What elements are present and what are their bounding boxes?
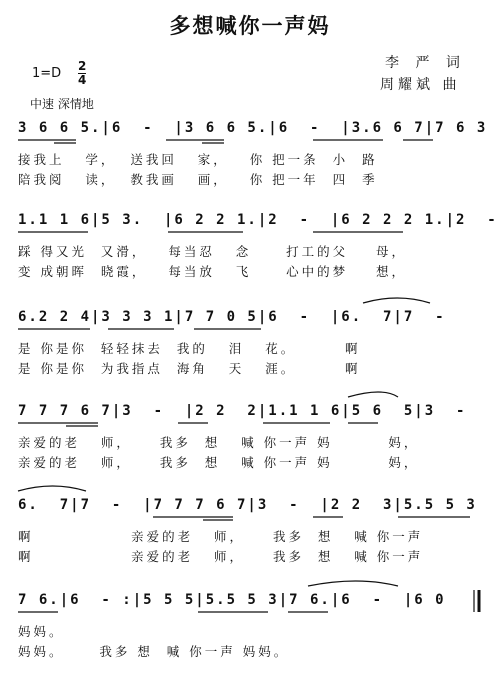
time-signature	[78, 60, 86, 87]
score-system-1	[0, 120, 500, 210]
notation-line: 3 6 6 5.|6 - |3 6 6 5.|6 - |3.6 6 7|7 6 3	[18, 120, 488, 136]
lyricist-credit: 李 严 词	[385, 55, 466, 71]
underline-beams	[18, 212, 498, 236]
time-signature-top: 2	[78, 59, 87, 73]
lyric-verse-2: 啊 亲爱的老 师， 我多 想 喊 你一声	[18, 549, 424, 564]
notation-line: 7 6.|6 - :|5 5 5|5.5 5 3|7 6.|6 - |6 0	[18, 592, 446, 608]
tempo-marking: 中速 深情地	[30, 97, 94, 111]
score-system-5	[0, 497, 500, 587]
notation-line: 1.1 1 6|5 3. |6 2 2 1.|2 - |6 2 2 2 1.|2 -	[18, 212, 498, 228]
lyric-verse-2: 陪我阅 读， 教我画 画， 你 把一年 四 季	[18, 172, 378, 187]
score-system-6	[0, 592, 500, 682]
underline-beams	[18, 403, 488, 427]
notation-line: 7 7 7 6 7|3 - |2 2 2|1.1 1 6|5 6 5|3 -	[18, 403, 467, 419]
score-system-2	[0, 212, 500, 302]
notation-line: 6. 7|7 - |7 7 7 6 7|3 - |2 2 3|5.5 5 3	[18, 497, 477, 513]
lyric-verse-1: 踩 得又光 又滑， 每当忍 念 打工的父 母，	[18, 244, 408, 259]
lyric-verse-1: 妈妈。	[18, 624, 65, 639]
key-signature: 1=D	[32, 66, 62, 81]
lyric-verse-1: 是 你是你 轻轻抹去 我的 泪 花。 啊	[18, 341, 361, 356]
lyric-verse-2: 变 成朝晖 晓霞， 每当放 飞 心中的梦 想，	[18, 264, 408, 279]
underline-beams	[18, 309, 488, 333]
lyric-verse-2: 是 你是你 为我指点 海角 天 涯。 啊	[18, 361, 361, 376]
notation-line: 6.2 2 4|3 3 3 1|7 7 0 5|6 - |6. 7|7 -	[18, 309, 446, 325]
lyric-verse-1: 亲爱的老 师， 我多 想 喊 你一声 妈 妈，	[18, 435, 420, 450]
underline-beams	[18, 120, 488, 144]
underline-beams	[18, 592, 488, 616]
lyric-verse-2: 亲爱的老 师， 我多 想 喊 你一声 妈 妈，	[18, 455, 420, 470]
lyric-verse-2: 妈妈。 我多 想 喊 你一声 妈妈。	[18, 644, 290, 659]
underline-beams	[18, 497, 488, 521]
score-system-3	[0, 309, 500, 399]
composer-credit: 周耀斌 曲	[380, 77, 461, 93]
lyric-verse-1: 接我上 学， 送我回 家， 你 把一条 小 路	[18, 152, 378, 167]
song-title: 多想喊你一声妈	[169, 13, 331, 38]
time-signature-bottom: 4	[78, 73, 87, 87]
score-system-4	[0, 403, 500, 493]
lyric-verse-1: 啊 亲爱的老 师， 我多 想 喊 你一声	[18, 529, 424, 544]
